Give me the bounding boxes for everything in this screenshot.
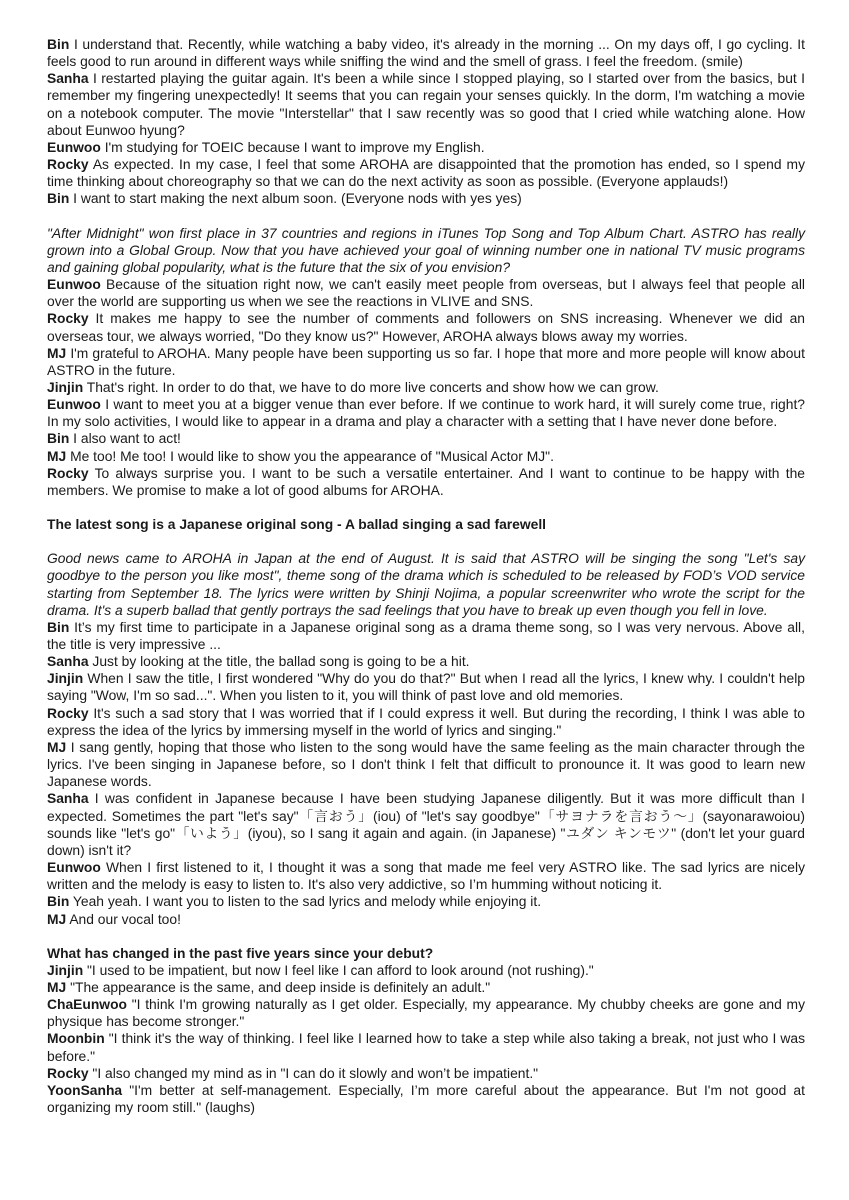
dialogue-line (47, 36, 805, 70)
dialogue-line (47, 276, 805, 310)
dialogue-text: "I think it's the way of thinking. I feel like I learned how to take a step while also taking a break, not just who I was before." (47, 1030, 805, 1064)
speaker-name: Eunwoo (47, 396, 101, 413)
speaker-name: Sanha (47, 70, 89, 87)
speaker-name: Rocky (47, 156, 89, 173)
dialogue-text: I restarted playing the guitar again. It's been a while since I stopped playing, so I started over from the basics, but I remember my fingering unexpectedly! It seems that you can regain your senses quickly. In the dorm, I'm watching a movie on a notebook computer. The movie "Interstellar" that I saw recently was so good that I cried while watching alone. How about Eunwoo hyung? (47, 70, 805, 138)
dialogue-line (47, 739, 805, 790)
dialogue-line (47, 190, 805, 207)
article-body (47, 36, 805, 1116)
dialogue-text: Just by looking at the title, the ballad song is going to be a hit. (92, 653, 470, 670)
dialogue-line (47, 396, 805, 430)
dialogue-line (47, 310, 805, 344)
dialogue-text: It's such a sad story that I was worried that if I could express it well. But during the recording, I think I was able to express the idea of the lyrics by immersing myself in the world of lyrics and singing." (47, 704, 805, 738)
dialogue-line (47, 979, 805, 996)
dialogue-line (47, 893, 805, 910)
dialogue-line (47, 1065, 805, 1082)
speaker-name: Bin (47, 430, 70, 447)
dialogue-text: It makes me happy to see the number of comments and followers on SNS increasing. Whenever we did an overseas tour, we always worried, "Do they know us?" However, AROHA always blows away my worries. (47, 310, 805, 344)
speaker-name: Sanha (47, 790, 89, 807)
dialogue-text: And our vocal too! (69, 910, 181, 927)
speaker-name: Rocky (47, 464, 89, 481)
dialogue-line (47, 465, 805, 499)
dialogue-text: "The appearance is the same, and deep inside is definitely an adult." (70, 978, 491, 995)
dialogue-text: When I first listened to it, I thought it was a song that made me feel very ASTRO like. The sad lyrics are nicely written and the melody is easy to listen to. It's also very addictive, so I’m humming without noticing it. (47, 859, 805, 893)
paragraph-gap (47, 499, 805, 516)
dialogue-line (47, 156, 805, 190)
speaker-name: Eunwoo (47, 859, 101, 876)
speaker-name: MJ (47, 738, 67, 755)
dialogue-text: "I also changed my mind as in "I can do it slowly and won’t be impatient." (92, 1064, 539, 1081)
speaker-name: MJ (47, 978, 67, 995)
speaker-name: Moonbin (47, 1030, 105, 1047)
dialogue-text: When I saw the title, I first wondered "Why do you do that?" But when I read all the lyrics, I knew why. I couldn't help saying "Wow, I'm so sad...". When you listen to it, you will think of past love and old memories. (47, 670, 805, 704)
dialogue-line (47, 911, 805, 928)
speaker-name: Rocky (47, 704, 89, 721)
speaker-name: Eunwoo (47, 138, 101, 155)
dialogue-line (47, 996, 805, 1030)
speaker-name: ChaEunwoo (47, 996, 127, 1013)
dialogue-text: That's right. In order to do that, we have to do more live concerts and show how we can grow. (86, 378, 659, 395)
dialogue-line (47, 70, 805, 139)
dialogue-text: "I think I'm growing naturally as I get older. Especially, my appearance. My chubby cheeks are gone and my physique has become stronger." (47, 996, 805, 1030)
dialogue-line (47, 448, 805, 465)
dialogue-text: I was confident in Japanese because I have been studying Japanese diligently. But it was more difficult than I expected. Sometimes the part "let's say"「言おう」(iou) of "let's say goodbye"「サヨナラを言おう～」(sayonarawoiou) sounds like "let's go"「いよう」(iyou), so I sang it again and again. (in Japanese) "ユダン キンモツ" (don't let your guard down) isn't it? (47, 790, 805, 858)
dialogue-line (47, 345, 805, 379)
dialogue-text: I want to start making the next album soon. (Everyone nods with yes yes) (73, 190, 522, 207)
dialogue-line (47, 430, 805, 447)
dialogue-text: I'm grateful to AROHA. Many people have been supporting us so far. I hope that more and more people will know about ASTRO in the future. (47, 344, 805, 378)
speaker-name: YoonSanha (47, 1081, 123, 1098)
speaker-name: Jinjin (47, 378, 84, 395)
interview-question: Good news came to AROHA in Japan at the end of August. It is said that ASTRO will be singing the song "Let's say goodbye to the person you like most", theme song of the drama which is scheduled to be released by FOD’s VOD service starting from September 18. The lyrics were written by Shinji Nojima, a popular screenwriter who wrote the script for the drama. It's a superb ballad that gently portrays the sad feelings that you have to break up even though you fell in love. (47, 550, 805, 618)
dialogue-line (47, 139, 805, 156)
dialogue-line (47, 705, 805, 739)
paragraph-gap (47, 928, 805, 945)
dialogue-text: As expected. In my case, I feel that some AROHA are disappointed that the promotion has ended, so I spend my time thinking about choreography so that we can do the next activity as soon as possible. (Everyone applauds!) (47, 156, 805, 190)
dialogue-text: Because of the situation right now, we can't easily meet people from overseas, but I always feel that people all over the world are supporting us when we see the reactions in VLIVE and SNS. (47, 276, 805, 310)
speaker-name: Eunwoo (47, 276, 101, 293)
dialogue-text: "I used to be impatient, but now I feel like I can afford to look around (not rushing)." (87, 961, 594, 978)
speaker-name: Rocky (47, 310, 89, 327)
dialogue-text: I sang gently, hoping that those who listen to the song would have the same feeling as the main character through the lyrics. I've been singing in Japanese before, so I don't think I felt that difficult to pronounce it. It was good to learn new Japanese words. (47, 738, 805, 790)
speaker-name: Bin (47, 618, 70, 635)
dialogue-text: I understand that. Recently, while watching a baby video, it's already in the morning ... On my days off, I go cycling. It feels good to run around in different ways while sniffing the wind and the smell of grass. I feel the freedom. (smile) (47, 36, 805, 70)
speaker-name: Bin (47, 190, 70, 207)
paragraph-gap (47, 533, 805, 550)
speaker-name: MJ (47, 344, 67, 361)
section-heading: The latest song is a Japanese original song - A ballad singing a sad farewell (47, 516, 547, 533)
dialogue-line (47, 670, 805, 704)
speaker-name: MJ (47, 447, 67, 464)
speaker-name: MJ (47, 910, 67, 927)
dialogue-line (47, 962, 805, 979)
dialogue-line (47, 653, 805, 670)
speaker-name: Rocky (47, 1064, 89, 1081)
dialogue-line (47, 790, 805, 859)
speaker-name: Sanha (47, 653, 89, 670)
dialogue-line (47, 619, 805, 653)
dialogue-text: I want to meet you at a bigger venue than ever before. If we continue to work hard, it will surely come true, right? In my solo activities, I would like to appear in a drama and play a character with a setting that I have never done before. (47, 396, 805, 430)
dialogue-text: It’s my first time to participate in a Japanese original song as a drama theme song, so I was very nervous. Above all, the title is very impressive ... (47, 618, 805, 652)
speaker-name: Jinjin (47, 961, 84, 978)
dialogue-line (47, 859, 805, 893)
dialogue-text: To always surprise you. I want to be such a versatile entertainer. And I want to continue to be happy with the members. We promise to make a lot of good albums for AROHA. (47, 464, 805, 498)
dialogue-text: Yeah yeah. I want you to listen to the sad lyrics and melody while enjoying it. (72, 893, 542, 910)
dialogue-text: Me too! Me too! I would like to show you the appearance of "Musical Actor MJ". (70, 447, 554, 464)
dialogue-text: I'm studying for TOEIC because I want to improve my English. (104, 138, 485, 155)
dialogue-text: I also want to act! (73, 430, 181, 447)
dialogue-line (47, 1082, 805, 1116)
dialogue-line (47, 379, 805, 396)
section-heading: What has changed in the past five years since your debut? (47, 944, 434, 961)
interview-question: "After Midnight" won first place in 37 countries and regions in iTunes Top Song and Top Album Chart. ASTRO has really grown into a Global Group. Now that you have achieved your goal of winning number one in national TV music programs and gaining global popularity, what is the future that the six of you envision? (47, 224, 805, 275)
speaker-name: Jinjin (47, 670, 84, 687)
speaker-name: Bin (47, 36, 70, 52)
dialogue-line (47, 1030, 805, 1064)
speaker-name: Bin (47, 893, 70, 910)
paragraph-gap (47, 208, 805, 225)
dialogue-text: "I'm better at self-management. Especially, I’m more careful about the appearance. But I'm not good at organizing my room still." (laughs) (47, 1081, 805, 1116)
